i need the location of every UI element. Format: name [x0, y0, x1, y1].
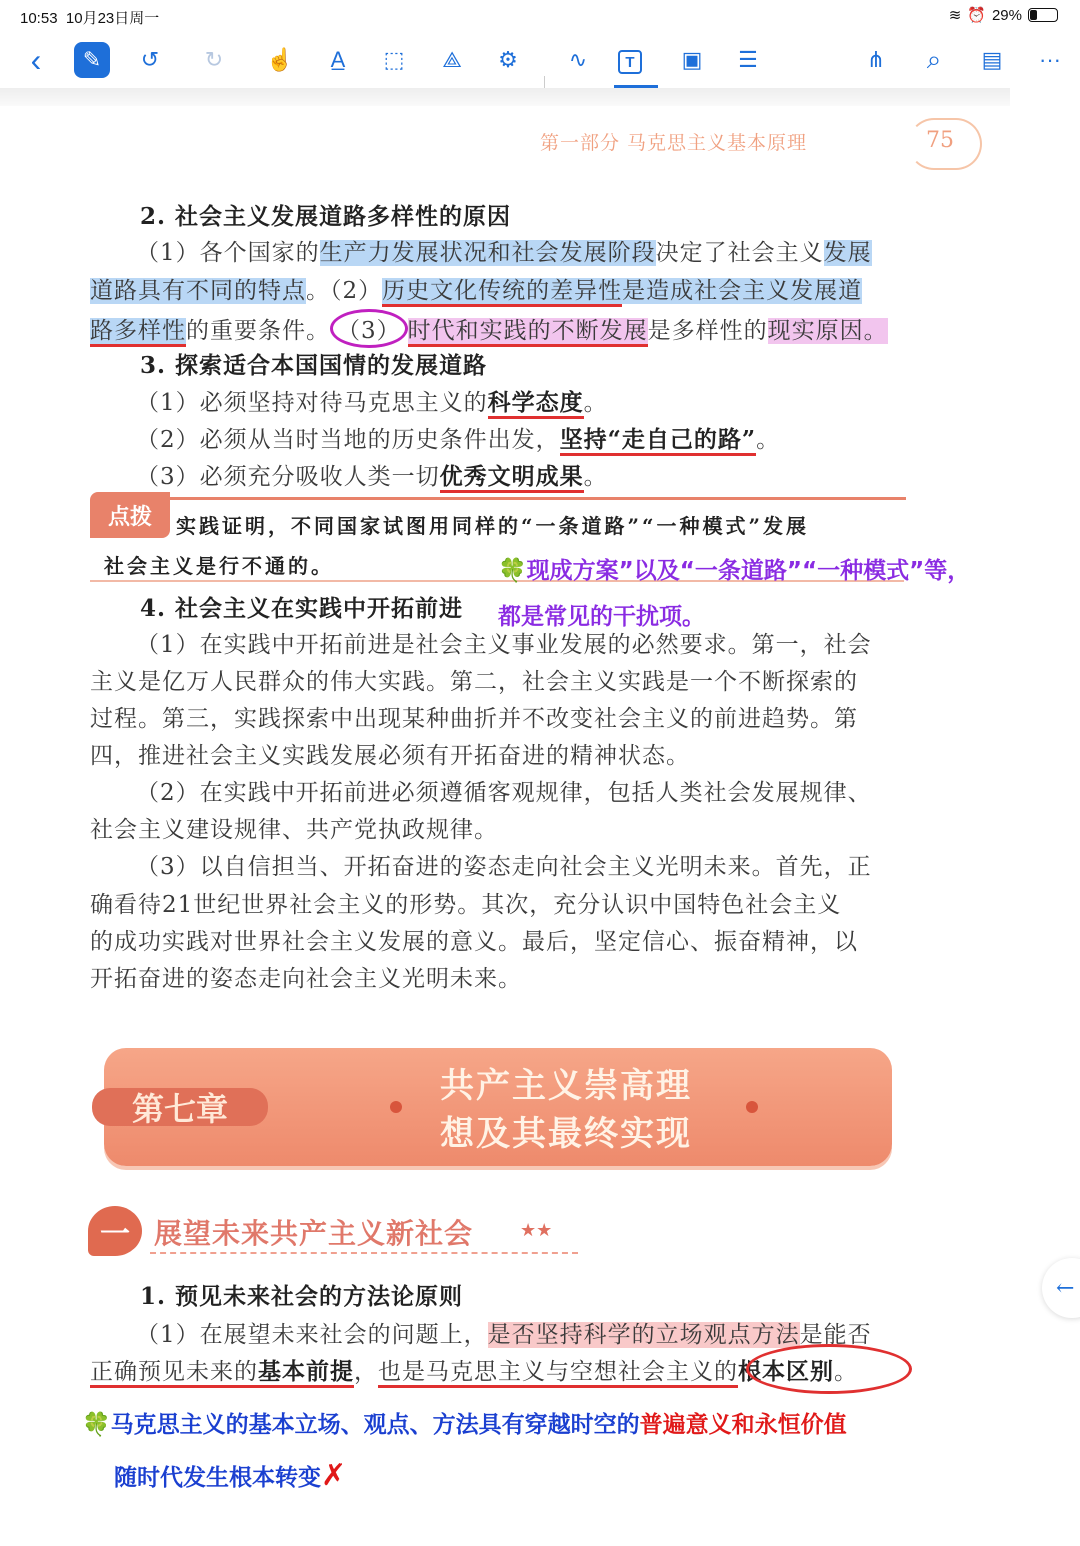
note-3: 随时代发生根本转变✗: [114, 1458, 347, 1493]
image-icon[interactable]: ▣: [681, 47, 703, 72]
chapter-title: 共产主义崇高理 想及其最终实现: [440, 1066, 692, 1154]
back-icon[interactable]: ‹: [30, 41, 42, 78]
page-number: 75: [926, 128, 954, 153]
pen-icon[interactable]: ✎: [74, 42, 110, 78]
red-oval-annotation: [746, 1344, 912, 1394]
para1-line1: （1）各个国家的生产力发展状况和社会发展阶段决定了社会主义发展: [136, 240, 872, 266]
clover-icon: 🍀: [498, 558, 527, 584]
body-e2: 正确预见未来的基本前提，也是马克思主义与空想社会主义的根本区别。: [90, 1353, 858, 1386]
tip-line1: 实践证明，不同国家试图用同样的“一条道路”“一种模式”发展: [176, 514, 810, 538]
section-title: 展望未来共产主义新社会: [154, 1217, 474, 1250]
heading-2: 2. 社会主义发展道路多样性的原因: [140, 203, 512, 230]
section-number: 一: [88, 1206, 142, 1256]
battery-text: 29%: [991, 6, 1022, 24]
cross-icon: ✗: [321, 1458, 347, 1493]
status-date: 10月23日周一: [65, 10, 160, 27]
status-time: 10:53: [20, 10, 58, 27]
banner-dot-left: [390, 1101, 402, 1113]
alarm-icon: ⏰: [967, 7, 986, 24]
wifi-icon: ≋: [948, 7, 962, 24]
banner-dot-right: [746, 1101, 758, 1113]
chapter-tag: 第七章: [92, 1088, 268, 1126]
undo-icon[interactable]: ↺: [140, 47, 160, 72]
para1-line2: 道路具有不同的特点。（2）历史文化传统的差异性是造成社会主义发展道: [90, 272, 862, 305]
clover-icon-2: 🍀: [82, 1412, 111, 1438]
body-b2: 主义是亿万人民群众的伟大实践。第二，社会主义实践是一个不断探索的: [90, 669, 858, 695]
more-icon[interactable]: ···: [1039, 47, 1061, 72]
ink-icon[interactable]: ∿: [568, 47, 588, 72]
share-icon[interactable]: ⋔: [866, 47, 886, 72]
select-hand-icon[interactable]: ☝: [266, 47, 294, 72]
page-edge: [0, 88, 1010, 106]
battery-icon: [1028, 8, 1058, 22]
section-stars: ★★: [520, 1220, 553, 1241]
body-e1: （1）在展望未来社会的问题上，是否坚持科学的立场观点方法是能否: [136, 1322, 872, 1348]
body-b4: 四，推进社会主义实践发展必须有开拓奋进的精神状态。: [90, 743, 690, 769]
search-icon[interactable]: ⌕: [926, 44, 942, 74]
tip-tag: 点拨: [90, 492, 170, 538]
bookmark-icon[interactable]: ▤: [981, 47, 1003, 72]
item-2: （2）必须从当时当地的历史条件出发，坚持“走自己的路”。: [136, 421, 780, 454]
body-d1: （3）以自信担当、开拓奋进的姿态走向社会主义光明未来。首先，正: [136, 854, 872, 880]
body-b3: 过程。第三，实践探索中出现某种曲折并不改变社会主义的前进趋势。第: [90, 706, 858, 732]
tip-top-border: [170, 497, 906, 500]
running-header: 第一部分 马克思主义基本原理: [540, 132, 808, 154]
more-tools-icon[interactable]: ☰: [738, 47, 758, 72]
heading-4: 4. 社会主义在实践中开拓前进: [140, 595, 464, 622]
item-1: （1）必须坚持对待马克思主义的科学态度。: [136, 384, 608, 417]
text-format-icon[interactable]: A̲: [330, 47, 346, 72]
body-d3: 的成功实践对世界社会主义发展的意义。最后，坚定信心、振奋精神，以: [90, 929, 858, 955]
side-back-arrow-icon[interactable]: ←: [1042, 1258, 1080, 1318]
body-d4: 开拓奋进的姿态走向社会主义光明未来。: [90, 966, 522, 992]
redo-icon[interactable]: ↻: [204, 47, 224, 72]
heading-5: 1. 预见未来社会的方法论原则: [140, 1283, 464, 1310]
note-2: 🍀马克思主义的基本立场、观点、方法具有穿越时空的普遍意义和永恒价值: [82, 1412, 847, 1438]
tip-line2: 社会主义是行不通的。: [104, 554, 334, 578]
body-d2: 确看待21世纪世界社会主义的形势。其次，充分认识中国特色社会主义: [90, 892, 842, 918]
settings-icon[interactable]: ⚙: [498, 47, 518, 72]
body-c2: 社会主义建设规律、共产党执政规律。: [90, 817, 498, 843]
status-bar: [0, 0, 1080, 32]
note-1-line2: 都是常见的干扰项。: [498, 604, 705, 630]
note-1-line1: 🍀现成方案”以及“一条道路”“一种模式”等，: [498, 558, 971, 584]
item-3: （3）必须充分吸收人类一切优秀文明成果。: [136, 458, 608, 491]
para1-line3: 路多样性的重要条件。 （3） 时代和实践的不断发展是多样性的现实原因。: [90, 309, 888, 348]
heading-3: 3. 探索适合本国国情的发展道路: [140, 352, 488, 379]
shape-icon[interactable]: ⟁: [442, 47, 462, 72]
toolbar: [0, 32, 1080, 88]
lasso-icon[interactable]: ⬚: [383, 47, 405, 72]
body-b1: （1）在实践中开拓前进是社会主义事业发展的必然要求。第一，社会: [136, 632, 872, 658]
section-underline: [150, 1252, 578, 1254]
textbox-icon[interactable]: T: [618, 50, 642, 74]
body-c1: （2）在实践中开拓前进必须遵循客观规律，包括人类社会发展规律、: [136, 780, 872, 806]
